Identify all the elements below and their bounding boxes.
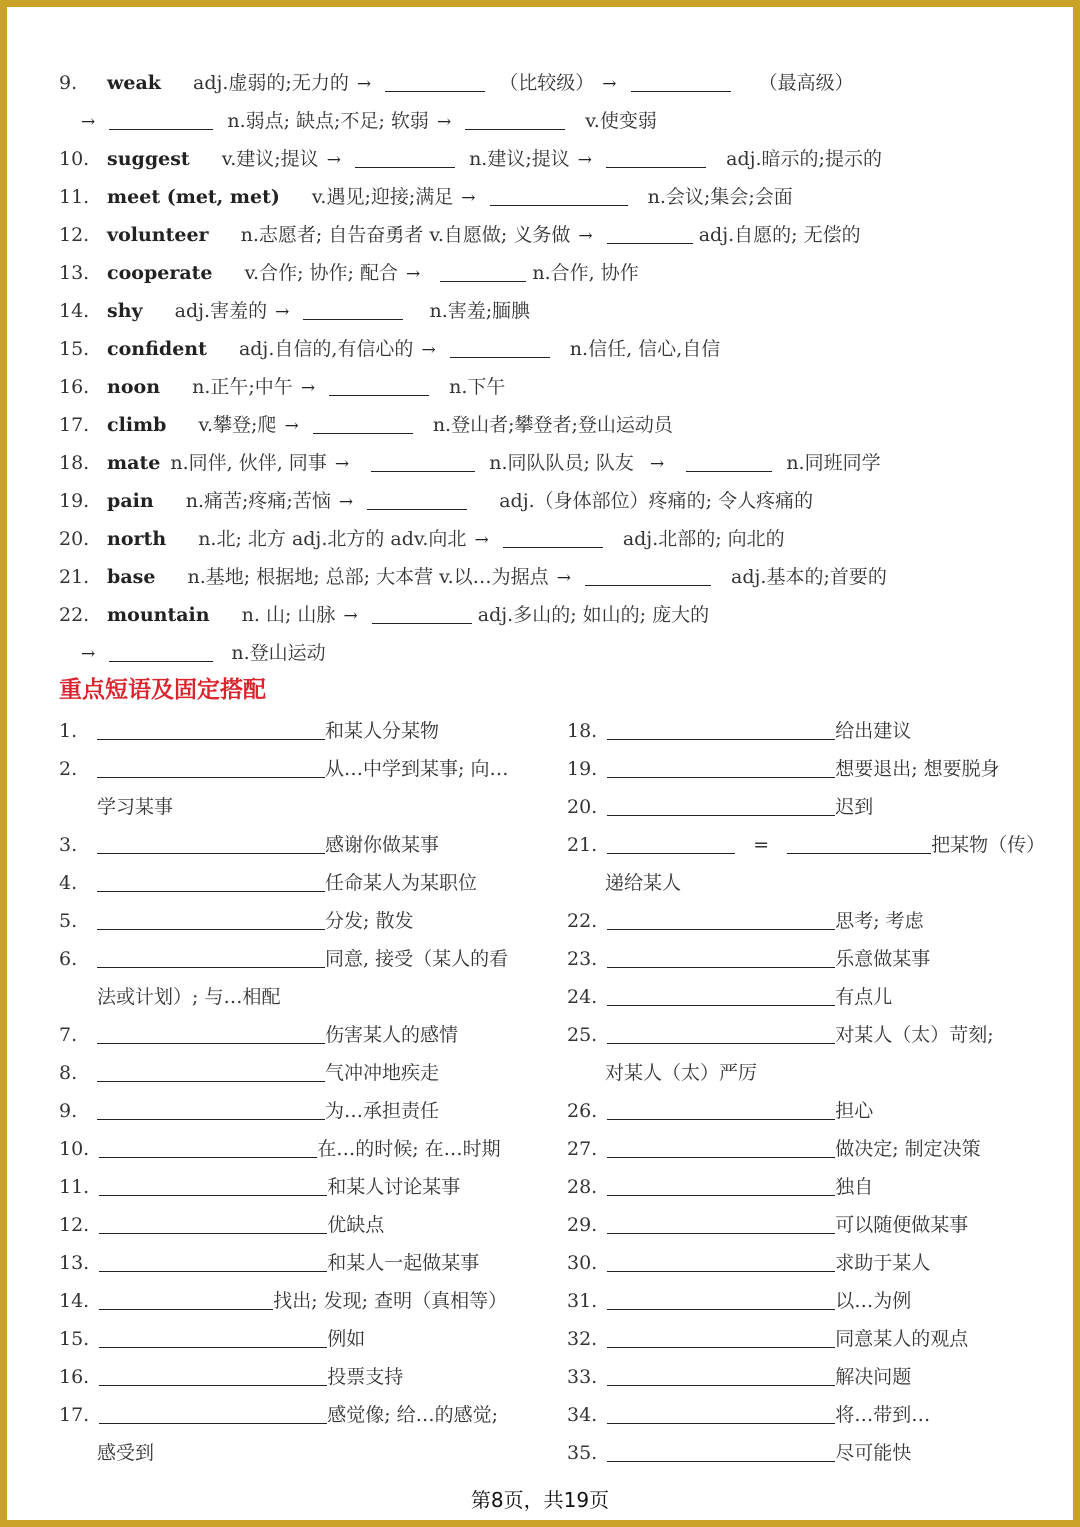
- item-number: 15.: [59, 1328, 90, 1350]
- item-number: 10.: [59, 148, 90, 170]
- phrase-meaning: 优缺点: [327, 1214, 385, 1236]
- item-number: 21.: [59, 566, 90, 588]
- phrase-meaning: 和某人一起做某事: [327, 1252, 480, 1274]
- section-title: 重点短语及固定搭配: [59, 677, 266, 703]
- answer-blank[interactable]: [303, 299, 403, 320]
- answer-blank[interactable]: [367, 489, 467, 510]
- definition: n.正午;中午: [192, 376, 293, 398]
- definition: v.建议;提议: [221, 148, 319, 170]
- answer-blank[interactable]: [355, 147, 455, 168]
- answer-blank[interactable]: [607, 223, 693, 244]
- headword: meet (met, met): [107, 186, 280, 208]
- phrase-item: [59, 756, 508, 782]
- phrase-meaning: 将…带到…: [835, 1404, 931, 1426]
- phrase-item: [567, 1288, 911, 1314]
- headword: pain: [107, 490, 154, 512]
- arrow-icon: →: [284, 416, 299, 436]
- headword: confident: [107, 338, 207, 360]
- phrase-item: [567, 756, 1000, 782]
- vocab-item-21: [59, 564, 1043, 591]
- phrase-item: [59, 718, 439, 744]
- answer-blank[interactable]: [607, 1289, 835, 1310]
- headword: mountain: [107, 604, 210, 626]
- arrow-icon: →: [577, 150, 593, 170]
- phrase-item: [567, 1440, 911, 1466]
- answer-blank[interactable]: [607, 1099, 835, 1120]
- item-number: 11.: [59, 186, 90, 208]
- phrase-meaning: 找出; 发现; 查明（真相等）: [273, 1290, 508, 1312]
- item-number: 28.: [567, 1176, 598, 1198]
- phrase-item: [567, 1136, 981, 1162]
- phrase-item: [567, 832, 1045, 858]
- answer-blank[interactable]: [99, 1289, 273, 1310]
- item-number: 12.: [59, 1214, 90, 1236]
- phrase-meaning: 和某人分某物: [325, 720, 440, 742]
- phrase-meaning: 为…承担责任: [325, 1100, 440, 1122]
- definition: n.信任, 信心,自信: [569, 338, 721, 360]
- page-number: 第8页，共19页: [470, 1488, 610, 1512]
- definition: n.合作, 协作: [532, 262, 639, 284]
- answer-blank[interactable]: [450, 337, 550, 358]
- phrase-item: [567, 1326, 968, 1352]
- arrow-icon: →: [436, 112, 452, 132]
- answer-blank[interactable]: [606, 147, 706, 168]
- phrase-item: [567, 946, 930, 972]
- item-number: 17.: [59, 1404, 90, 1426]
- answer-blank[interactable]: [503, 527, 603, 548]
- phrase-meaning: 投票支持: [327, 1366, 404, 1388]
- phrase-item: [59, 1136, 501, 1162]
- item-number: 22.: [567, 910, 598, 932]
- item-number: 29.: [567, 1214, 598, 1236]
- headword: cooperate: [107, 262, 213, 284]
- vocab-item-9-continued: [79, 108, 1043, 135]
- answer-blank[interactable]: [465, 109, 565, 130]
- answer-blank[interactable]: [99, 1137, 317, 1158]
- item-number: 4.: [59, 872, 78, 894]
- item-number: 9.: [59, 72, 78, 94]
- answer-blank[interactable]: [329, 375, 429, 396]
- phrase-item: [567, 794, 873, 820]
- arrow-icon: →: [356, 74, 372, 94]
- phrase-item: [59, 1250, 479, 1276]
- item-number: 15.: [59, 338, 90, 360]
- answer-blank[interactable]: [97, 757, 325, 778]
- arrow-icon: →: [461, 188, 476, 208]
- answer-blank[interactable]: [97, 833, 325, 854]
- vocab-item-12: [59, 222, 1043, 249]
- phrase-meaning: 感觉像; 给…的感觉;: [327, 1404, 499, 1426]
- item-number: 32.: [567, 1328, 598, 1350]
- answer-blank[interactable]: [490, 185, 628, 206]
- phrase-item: [59, 1060, 439, 1086]
- phrase-continuation: 对某人（太）严厉: [605, 1062, 758, 1084]
- phrase-meaning: 乐意做某事: [835, 948, 931, 970]
- arrow-icon: →: [421, 340, 436, 360]
- item-number: 24.: [567, 986, 598, 1008]
- definition: n.同伴, 伙伴, 同事: [170, 452, 327, 474]
- phrase-meaning: 想要退出; 想要脱身: [835, 758, 1000, 780]
- phrase-item: [59, 1288, 507, 1314]
- phrase-meaning: 同意某人的观点: [835, 1328, 969, 1350]
- definition: n.志愿者; 自告奋勇者 v.自愿做; 义务做: [240, 224, 571, 246]
- answer-blank[interactable]: [607, 1441, 835, 1462]
- phrase-item: [59, 946, 508, 972]
- arrow-icon: →: [275, 302, 290, 322]
- phrase-meaning: 解决问题: [835, 1366, 912, 1388]
- vocab-item-13: [59, 260, 1043, 287]
- arrow-icon: →: [406, 264, 421, 284]
- definition: adj.多山的; 如山的; 庞大的: [477, 604, 710, 626]
- phrase-meaning: 有点儿: [835, 986, 893, 1008]
- arrow-icon: →: [556, 568, 571, 588]
- headword: north: [107, 528, 167, 550]
- definition: n.登山者;攀登者;登山运动员: [432, 414, 673, 436]
- answer-blank[interactable]: [99, 1403, 327, 1424]
- item-number: 20.: [59, 528, 90, 550]
- item-number: 8.: [59, 1062, 78, 1084]
- phrase-meaning: 和某人讨论某事: [327, 1176, 461, 1198]
- phrase-continuation: 法或计划）; 与…相配: [97, 986, 281, 1008]
- headword: shy: [107, 300, 143, 322]
- item-number: 16.: [59, 1366, 90, 1388]
- item-number: 21.: [567, 834, 598, 856]
- headword: noon: [107, 376, 161, 398]
- definition: adj.自愿的; 无偿的: [698, 224, 861, 246]
- headword: weak: [107, 72, 161, 94]
- phrase-item: [59, 1022, 458, 1048]
- item-number: 11.: [59, 1176, 90, 1198]
- item-number: 35.: [567, 1442, 598, 1464]
- vocab-item-15: [59, 336, 1043, 363]
- item-number: 14.: [59, 300, 90, 322]
- definition: n.痛苦;疼痛;苦恼: [185, 490, 331, 512]
- phrase-meaning: 求助于某人: [835, 1252, 931, 1274]
- answer-blank[interactable]: [607, 985, 835, 1006]
- vocab-item-20: [59, 526, 1043, 553]
- phrase-item: [59, 870, 477, 896]
- vocab-item-16: [59, 374, 1043, 401]
- phrase-item: [567, 1098, 873, 1124]
- item-number: 31.: [567, 1290, 598, 1312]
- answer-blank[interactable]: [607, 1213, 835, 1234]
- item-number: 17.: [59, 414, 90, 436]
- item-number: 6.: [59, 948, 78, 970]
- vocab-item-19: [59, 488, 1043, 515]
- item-number: 25.: [567, 1024, 598, 1046]
- phrase-item: [59, 1212, 384, 1238]
- answer-blank[interactable]: [607, 1365, 835, 1386]
- answer-blank[interactable]: [585, 565, 711, 586]
- phrase-item: [59, 832, 439, 858]
- item-number: 18.: [59, 452, 90, 474]
- answer-blank[interactable]: [607, 947, 835, 968]
- phrase-item: [567, 908, 924, 934]
- phrase-meaning: 气冲冲地疾走: [325, 1062, 440, 1084]
- phrase-meaning: 迟到: [835, 796, 874, 818]
- definition: n.下午: [449, 376, 506, 398]
- answer-blank[interactable]: [607, 1327, 835, 1348]
- phrase-meaning: 给出建议: [835, 720, 912, 742]
- phrase-item: [59, 908, 413, 934]
- arrow-icon: →: [81, 644, 96, 664]
- phrase-item: [567, 1364, 911, 1390]
- vocab-item-22: [59, 602, 1043, 629]
- phrase-meaning: 尽可能快: [835, 1442, 912, 1464]
- phrase-meaning: 伤害某人的感情: [325, 1024, 459, 1046]
- definition: adj.害羞的: [174, 300, 268, 322]
- answer-blank[interactable]: [97, 719, 325, 740]
- answer-blank[interactable]: [99, 1213, 327, 1234]
- answer-blank[interactable]: [686, 451, 772, 472]
- answer-blank[interactable]: [607, 1403, 835, 1424]
- answer-blank[interactable]: [607, 1023, 835, 1044]
- definition: n.害羞;腼腆: [429, 300, 531, 322]
- answer-blank[interactable]: [97, 1023, 325, 1044]
- vocab-item-18: [59, 450, 1043, 477]
- answer-blank[interactable]: [607, 719, 835, 740]
- phrase-item: [567, 718, 911, 744]
- answer-blank[interactable]: [99, 1365, 327, 1386]
- definition: （最高级）: [758, 72, 854, 94]
- item-number: 13.: [59, 1252, 90, 1274]
- phrase-meaning: 例如: [327, 1328, 366, 1350]
- definition: adj.自信的,有信心的: [238, 338, 414, 360]
- phrase-meaning: 独自: [835, 1176, 874, 1198]
- answer-blank[interactable]: [99, 1251, 327, 1272]
- answer-blank[interactable]: [607, 757, 835, 778]
- item-number: 26.: [567, 1100, 598, 1122]
- vocab-item-14: [59, 298, 1043, 325]
- item-number: 5.: [59, 910, 78, 932]
- arrow-icon: →: [343, 606, 358, 626]
- definition: n.同班同学: [786, 452, 881, 474]
- item-number: 19.: [59, 490, 90, 512]
- item-number: 9.: [59, 1100, 78, 1122]
- item-number: 30.: [567, 1252, 598, 1274]
- phrase-meaning: 任命某人为某职位: [325, 872, 478, 894]
- phrase-item: [59, 1402, 498, 1428]
- answer-blank[interactable]: [97, 1099, 325, 1120]
- headword: mate: [107, 452, 161, 474]
- phrase-item: [567, 1250, 930, 1276]
- answer-blank[interactable]: [607, 1251, 835, 1272]
- phrase-meaning: 从…中学到某事; 向…: [325, 758, 509, 780]
- phrase-item: [59, 1364, 403, 1390]
- item-number: 34.: [567, 1404, 598, 1426]
- headword: volunteer: [107, 224, 209, 246]
- item-number: 2.: [59, 758, 78, 780]
- definition: n.弱点; 缺点;不足; 软弱: [227, 110, 429, 132]
- item-number: 19.: [567, 758, 598, 780]
- answer-blank[interactable]: [607, 833, 735, 854]
- phrase-meaning: 可以随便做某事: [835, 1214, 969, 1236]
- arrow-icon: →: [474, 530, 489, 550]
- answer-blank[interactable]: [787, 833, 931, 854]
- phrase-meaning: 做决定; 制定决策: [835, 1138, 981, 1160]
- answer-blank[interactable]: [371, 451, 475, 472]
- answer-blank[interactable]: [99, 1175, 327, 1196]
- phrase-meaning: 同意, 接受（某人的看: [325, 948, 509, 970]
- arrow-icon: →: [334, 454, 350, 474]
- item-number: 27.: [567, 1138, 598, 1160]
- definition: n.建议;提议: [469, 148, 570, 170]
- headword: base: [107, 566, 156, 588]
- definition: n.北; 北方 adj.北方的 adv.向北: [198, 528, 467, 550]
- arrow-icon: →: [578, 226, 593, 246]
- vocab-item-17: [59, 412, 1043, 439]
- definition: adj.（身体部位）疼痛的; 令人疼痛的: [499, 490, 814, 512]
- vocab-item-11: [59, 184, 1043, 211]
- definition: n.基地; 根据地; 总部; 大本营 v.以…为据点: [187, 566, 549, 588]
- definition: n.会议;集会;会面: [647, 186, 793, 208]
- answer-blank[interactable]: [313, 413, 413, 434]
- vocab-item-9: [59, 70, 1043, 97]
- phrase-item: [59, 1326, 365, 1352]
- answer-blank[interactable]: [97, 909, 325, 930]
- phrase-meaning: 担心: [835, 1100, 874, 1122]
- arrow-icon: →: [326, 150, 341, 170]
- phrase-meaning: 把某物（传）: [931, 834, 1046, 856]
- arrow-icon: →: [649, 454, 665, 474]
- phrase-continuation: 学习某事: [97, 796, 174, 818]
- item-number: 12.: [59, 224, 90, 246]
- answer-blank[interactable]: [607, 1137, 835, 1158]
- answer-blank[interactable]: [631, 71, 731, 92]
- answer-blank[interactable]: [109, 641, 213, 662]
- phrase-item: [567, 1212, 968, 1238]
- vocab-item-10: [59, 146, 1043, 173]
- arrow-icon: →: [602, 74, 617, 94]
- item-number: 23.: [567, 948, 598, 970]
- item-number: 33.: [567, 1366, 598, 1388]
- answer-blank[interactable]: [607, 1175, 835, 1196]
- arrow-icon: →: [81, 112, 96, 132]
- definition: v.合作; 协作; 配合: [244, 262, 398, 284]
- item-number: 20.: [567, 796, 598, 818]
- answer-blank[interactable]: [97, 871, 325, 892]
- answer-blank[interactable]: [440, 261, 526, 282]
- item-number: 10.: [59, 1138, 90, 1160]
- definition: adj.北部的; 向北的: [622, 528, 785, 550]
- phrase-item: [567, 1022, 994, 1048]
- phrase-meaning: 以…为例: [835, 1290, 912, 1312]
- item-number: 13.: [59, 262, 90, 284]
- phrase-item: [567, 1402, 930, 1428]
- phrase-continuation: 感受到: [97, 1442, 155, 1464]
- item-number: 18.: [567, 720, 598, 742]
- answer-blank[interactable]: [97, 1061, 325, 1082]
- phrase-item: [59, 1174, 460, 1200]
- headword: suggest: [107, 148, 190, 170]
- answer-blank[interactable]: [607, 909, 835, 930]
- phrase-meaning: 对某人（太）苛刻;: [835, 1024, 994, 1046]
- answer-blank[interactable]: [385, 71, 485, 92]
- phrase-meaning: 在…的时候; 在…时期: [317, 1138, 501, 1160]
- answer-blank[interactable]: [372, 603, 472, 624]
- definition: v.攀登;爬: [198, 414, 277, 436]
- definition: n.登山运动: [231, 642, 326, 664]
- headword: climb: [107, 414, 167, 436]
- phrase-item: [567, 1174, 873, 1200]
- definition: adj.基本的;首要的: [731, 566, 887, 588]
- phrase-item: [59, 1098, 439, 1124]
- phrase-meaning: 感谢你做某事: [325, 834, 440, 856]
- definition: （比较级）: [499, 72, 595, 94]
- answer-blank[interactable]: [607, 795, 835, 816]
- definition: n. 山; 山脉: [241, 604, 336, 626]
- answer-blank[interactable]: [99, 1327, 327, 1348]
- item-number: 22.: [59, 604, 90, 626]
- arrow-icon: →: [338, 492, 354, 512]
- definition: v.遇见;迎接;满足: [311, 186, 454, 208]
- definition: adj.虚弱的;无力的: [193, 72, 349, 94]
- item-number: 1.: [59, 720, 78, 742]
- item-number: 7.: [59, 1024, 78, 1046]
- phrase-meaning: 分发; 散发: [325, 910, 414, 932]
- vocab-item-22-continued: [79, 640, 1043, 667]
- item-number: 14.: [59, 1290, 90, 1312]
- phrase-continuation: 递给某人: [605, 872, 682, 894]
- phrase-meaning: 思考; 考虑: [835, 910, 924, 932]
- item-number: 16.: [59, 376, 90, 398]
- definition: n.同队队员; 队友: [489, 452, 634, 474]
- definition: adj.暗示的;提示的: [726, 148, 882, 170]
- definition: v.使变弱: [585, 110, 657, 132]
- equals-sign: =: [753, 834, 770, 856]
- phrase-item: [567, 984, 892, 1010]
- answer-blank[interactable]: [97, 947, 325, 968]
- item-number: 3.: [59, 834, 78, 856]
- arrow-icon: →: [300, 378, 316, 398]
- answer-blank[interactable]: [109, 109, 213, 130]
